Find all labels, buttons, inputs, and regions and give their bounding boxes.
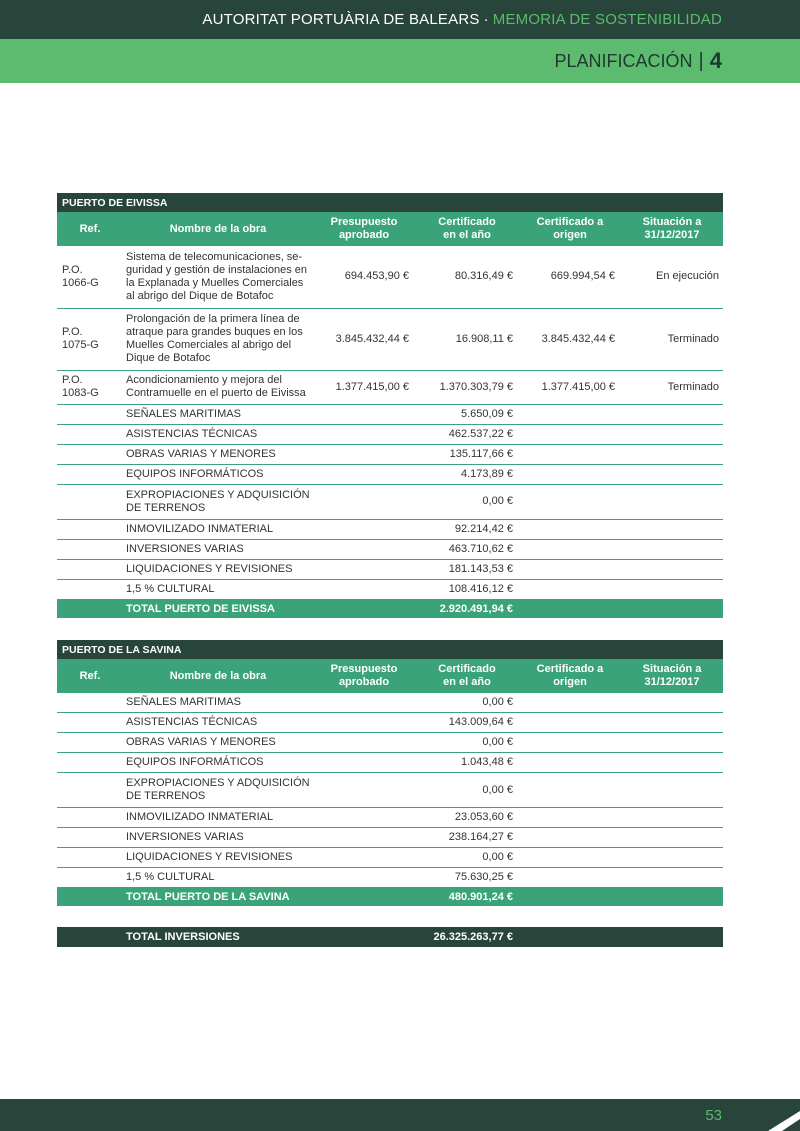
item-name: EXPROPIACIONES Y ADQUISICIÓN DE TERRENOS bbox=[123, 484, 313, 519]
document-title: MEMORIA DE SOSTENIBILIDAD bbox=[492, 11, 722, 28]
item-name: ASISTENCIAS TÉCNICAS bbox=[123, 424, 313, 444]
item-name: SEÑALES MARITIMAS bbox=[123, 693, 313, 713]
item-value: 0,00 € bbox=[415, 693, 519, 713]
item-value: 135.117,66 € bbox=[415, 444, 519, 464]
table-row bbox=[57, 753, 723, 773]
item-name: EQUIPOS INFORMÁTICOS bbox=[123, 753, 313, 773]
item-value: 0,00 € bbox=[415, 733, 519, 753]
col-ref-header: Ref. bbox=[57, 659, 123, 693]
table-row bbox=[57, 579, 723, 599]
total-label: TOTAL PUERTO DE EIVISSA bbox=[123, 599, 313, 618]
col-name-header: Nombre de la obra bbox=[123, 659, 313, 693]
section-number: 4 bbox=[709, 48, 722, 73]
page-number: 53 bbox=[705, 1107, 722, 1124]
work-budget: 1.377.415,00 € bbox=[313, 370, 415, 404]
col-budget-header: Presupuesto aprobado bbox=[313, 659, 415, 693]
item-name: INVERSIONES VARIAS bbox=[123, 539, 313, 559]
col-name-header: Nombre de la obra bbox=[123, 212, 313, 246]
header-separator: · bbox=[483, 11, 489, 28]
total-value: 2.920.491,94 € bbox=[415, 599, 519, 618]
item-value: 23.053,60 € bbox=[415, 808, 519, 828]
col-status-header: Situación a 31/12/2017 bbox=[621, 659, 723, 693]
item-value: 75.630,25 € bbox=[415, 868, 519, 888]
top-header-bar bbox=[0, 0, 800, 39]
item-value: 462.537,22 € bbox=[415, 424, 519, 444]
table-section-title-row bbox=[57, 193, 723, 212]
grand-total-row bbox=[57, 927, 723, 947]
table-section-title-row bbox=[57, 640, 723, 659]
col-cert-year-header: Certificado en el año bbox=[415, 212, 519, 246]
work-name: Sistema de telecomunicaciones, se-guridad y gestión de instalaciones en la Explanada y Muelles Comerciales al abrigo del Dique de Botafoc bbox=[123, 246, 313, 308]
table-row bbox=[57, 404, 723, 424]
savina-total-row bbox=[57, 888, 723, 907]
item-value: 1.043,48 € bbox=[415, 753, 519, 773]
col-cert-origin-header: Certificado a origen bbox=[519, 212, 621, 246]
work-name: Prolongación de la primera línea de atraque para grandes buques en los Muelles Comerciales al abrigo del Dique de Botafoc bbox=[123, 308, 313, 370]
table-row bbox=[57, 693, 723, 713]
item-value: 463.710,62 € bbox=[415, 539, 519, 559]
item-name: SEÑALES MARITIMAS bbox=[123, 404, 313, 424]
eivissa-title: PUERTO DE EIVISSA bbox=[57, 193, 723, 212]
table-row bbox=[57, 868, 723, 888]
item-name: LIQUIDACIONES Y REVISIONES bbox=[123, 559, 313, 579]
work-ref: P.O. 1083-G bbox=[57, 370, 123, 404]
section-divider: | bbox=[698, 49, 704, 72]
work-cert-year: 1.370.303,79 € bbox=[415, 370, 519, 404]
item-name: 1,5 % CULTURAL bbox=[123, 579, 313, 599]
item-name: INVERSIONES VARIAS bbox=[123, 828, 313, 848]
table-row bbox=[57, 713, 723, 733]
col-budget-header: Presupuesto aprobado bbox=[313, 212, 415, 246]
item-name: EQUIPOS INFORMÁTICOS bbox=[123, 464, 313, 484]
work-cert-origin: 669.994,54 € bbox=[519, 246, 621, 308]
savina-investments-table bbox=[57, 640, 723, 906]
table-row bbox=[57, 424, 723, 444]
work-status: En ejecución bbox=[621, 246, 723, 308]
item-value: 0,00 € bbox=[415, 773, 519, 808]
item-name: OBRAS VARIAS Y MENORES bbox=[123, 444, 313, 464]
table-row bbox=[57, 370, 723, 404]
col-status-header: Situación a 31/12/2017 bbox=[621, 212, 723, 246]
item-value: 0,00 € bbox=[415, 484, 519, 519]
table-row bbox=[57, 484, 723, 519]
footer-bar bbox=[0, 1099, 800, 1131]
total-label: TOTAL PUERTO DE LA SAVINA bbox=[123, 888, 313, 907]
work-cert-origin: 3.845.432,44 € bbox=[519, 308, 621, 370]
table-header-row bbox=[57, 659, 723, 693]
table-row bbox=[57, 828, 723, 848]
table-row bbox=[57, 519, 723, 539]
item-name: INMOVILIZADO INMATERIAL bbox=[123, 808, 313, 828]
table-row bbox=[57, 246, 723, 308]
section-header-bar bbox=[0, 39, 800, 83]
work-status: Terminado bbox=[621, 308, 723, 370]
grand-total-table bbox=[57, 927, 723, 947]
item-value: 0,00 € bbox=[415, 848, 519, 868]
item-name: 1,5 % CULTURAL bbox=[123, 868, 313, 888]
work-name: Acondicionamiento y mejora del Contramuelle en el puerto de Eivissa bbox=[123, 370, 313, 404]
table-row bbox=[57, 848, 723, 868]
grand-total-value: 26.325.263,77 € bbox=[415, 927, 519, 947]
work-budget: 3.845.432,44 € bbox=[313, 308, 415, 370]
savina-title: PUERTO DE LA SAVINA bbox=[57, 640, 723, 659]
table-row bbox=[57, 559, 723, 579]
corner-stripe-icon bbox=[730, 1099, 800, 1131]
table-row bbox=[57, 308, 723, 370]
item-value: 238.164,27 € bbox=[415, 828, 519, 848]
item-value: 4.173,89 € bbox=[415, 464, 519, 484]
eivissa-investments-table bbox=[57, 193, 723, 618]
table-row bbox=[57, 733, 723, 753]
work-budget: 694.453,90 € bbox=[313, 246, 415, 308]
item-name: EXPROPIACIONES Y ADQUISICIÓN DE TERRENOS bbox=[123, 773, 313, 808]
item-name: INMOVILIZADO INMATERIAL bbox=[123, 519, 313, 539]
table-row bbox=[57, 773, 723, 808]
col-cert-year-header: Certificado en el año bbox=[415, 659, 519, 693]
item-name: LIQUIDACIONES Y REVISIONES bbox=[123, 848, 313, 868]
grand-total-label: TOTAL INVERSIONES bbox=[123, 927, 313, 947]
item-value: 181.143,53 € bbox=[415, 559, 519, 579]
organization-name: AUTORITAT PORTUÀRIA DE BALEARS bbox=[202, 11, 480, 28]
table-row bbox=[57, 464, 723, 484]
table-header-row bbox=[57, 212, 723, 246]
table-row bbox=[57, 539, 723, 559]
col-ref-header: Ref. bbox=[57, 212, 123, 246]
work-cert-year: 80.316,49 € bbox=[415, 246, 519, 308]
total-value: 480.901,24 € bbox=[415, 888, 519, 907]
item-value: 5.650,09 € bbox=[415, 404, 519, 424]
work-cert-origin: 1.377.415,00 € bbox=[519, 370, 621, 404]
work-cert-year: 16.908,11 € bbox=[415, 308, 519, 370]
section-title: PLANIFICACIÓN bbox=[554, 50, 693, 71]
item-name: ASISTENCIAS TÉCNICAS bbox=[123, 713, 313, 733]
work-status: Terminado bbox=[621, 370, 723, 404]
item-value: 108.416,12 € bbox=[415, 579, 519, 599]
table-row bbox=[57, 808, 723, 828]
work-ref: P.O. 1066-G bbox=[57, 246, 123, 308]
item-name: OBRAS VARIAS Y MENORES bbox=[123, 733, 313, 753]
col-cert-origin-header: Certificado a origen bbox=[519, 659, 621, 693]
item-value: 143.009,64 € bbox=[415, 713, 519, 733]
table-row bbox=[57, 444, 723, 464]
work-ref: P.O. 1075-G bbox=[57, 308, 123, 370]
eivissa-total-row bbox=[57, 599, 723, 618]
item-value: 92.214,42 € bbox=[415, 519, 519, 539]
